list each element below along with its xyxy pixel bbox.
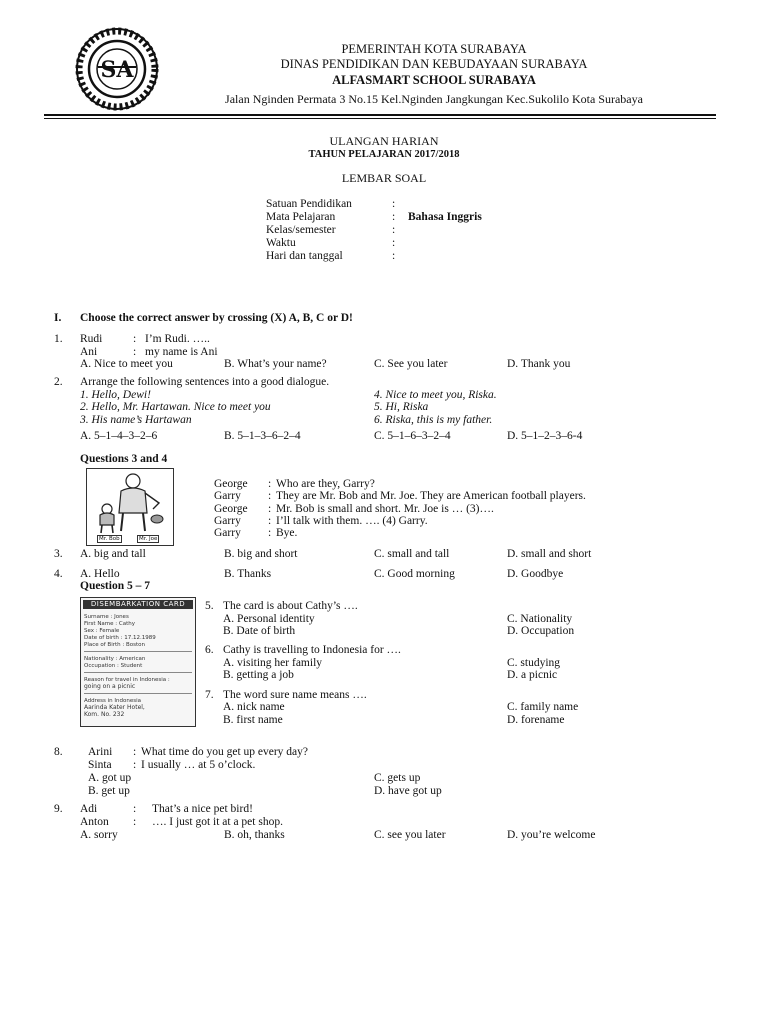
speaker-colon: : <box>133 746 137 758</box>
sentence: 4. Nice to meet you, Riska. <box>374 389 497 401</box>
option-c[interactable]: C. family name <box>507 701 579 713</box>
option-c[interactable]: C. 5–1–6–3–2–4 <box>374 430 451 442</box>
option-a[interactable]: A. Hello <box>80 568 120 580</box>
speaker: George <box>214 478 248 490</box>
option-d[interactable]: D. forename <box>507 714 565 726</box>
section-instruction: Choose the correct answer by crossing (X) A, B, C or D! <box>80 312 353 324</box>
speaker: Anton <box>80 816 109 828</box>
exam-title: ULANGAN HARIAN <box>329 134 439 148</box>
info-colon: : <box>392 250 396 262</box>
speaker: Garry <box>214 515 241 527</box>
option-d[interactable]: D. small and short <box>507 548 592 560</box>
info-label: Kelas/semester <box>266 224 336 236</box>
question-number: 9. <box>54 803 63 815</box>
question-number: 5. <box>205 600 214 612</box>
card-row: Place of Birth : Boston <box>84 642 145 648</box>
section-number: I. <box>54 312 62 324</box>
question-number: 7. <box>205 689 214 701</box>
card-row: First Name : Cathy <box>84 621 136 627</box>
question-stem: The word sure name means …. <box>223 689 367 701</box>
header-address: Jalan Nginden Permata 3 No.15 Kel.Nginden Jangkungan Kec.Sukolilo Kota Surabaya <box>225 92 643 106</box>
card-divider <box>84 693 192 694</box>
speaker-colon: : <box>133 816 137 828</box>
option-b[interactable]: B. What’s your name? <box>224 358 327 370</box>
option-c[interactable]: C. gets up <box>374 772 421 784</box>
info-value-subject: Bahasa Inggris <box>408 211 482 223</box>
question-number: 2. <box>54 376 63 388</box>
option-b[interactable]: B. get up <box>88 785 130 797</box>
speaker-colon: : <box>133 759 137 771</box>
questions-5-7-heading: Question 5 – 7 <box>80 580 150 592</box>
option-a[interactable]: A. Nice to meet you <box>80 358 173 370</box>
option-b[interactable]: B. Date of birth <box>223 625 296 637</box>
header-line1: PEMERINTAH KOTA SURABAYA <box>341 42 527 56</box>
card-divider <box>84 651 192 652</box>
dialogue-text: I’ll talk with them. …. (4) Garry. <box>276 515 428 527</box>
speaker: Sinta <box>88 759 112 771</box>
option-c[interactable]: C. see you later <box>374 829 446 841</box>
dialogue-text: Bye. <box>276 527 298 539</box>
speaker: Rudi <box>80 333 103 345</box>
option-c[interactable]: C. studying <box>507 657 561 669</box>
question-number: 1. <box>54 333 63 345</box>
option-d[interactable]: D. you’re welcome <box>507 829 596 841</box>
speaker-colon: : <box>133 333 137 345</box>
speaker-colon: : <box>268 478 272 490</box>
dialogue-text: I usually … at 5 o’clock. <box>141 759 256 771</box>
dialogue-text: What time do you get up every day? <box>141 746 309 758</box>
card-row: Date of birth : 17.12.1989 <box>84 635 156 641</box>
question-number: 3. <box>54 548 63 560</box>
option-c[interactable]: C. Nationality <box>507 613 573 625</box>
speaker-colon: : <box>133 346 137 358</box>
header-divider-thin <box>44 118 716 119</box>
info-label: Waktu <box>266 237 296 249</box>
sentence: 1. Hello, Dewi! <box>80 389 151 401</box>
option-a[interactable]: A. sorry <box>80 829 118 841</box>
info-colon: : <box>392 211 396 223</box>
football-players-picture <box>86 468 174 546</box>
question-number: 8. <box>54 746 63 758</box>
disembarkation-card <box>80 597 196 727</box>
dialogue-text: Mr. Bob is small and short. Mr. Joe is … (3)…. <box>276 503 494 515</box>
card-row: Reason for travel in Indonesia : <box>84 677 170 683</box>
option-c[interactable]: C. See you later <box>374 358 448 370</box>
option-b[interactable]: B. 5–1–3–6–2–4 <box>224 430 301 442</box>
option-a[interactable]: A. visiting her family <box>223 657 323 669</box>
sentence: 5. Hi, Riska <box>374 401 429 413</box>
option-b[interactable]: B. big and short <box>224 548 298 560</box>
sentence: 2. Hello, Mr. Hartawan. Nice to meet you <box>80 401 271 413</box>
info-label: Mata Pelajaran <box>266 211 336 223</box>
speaker: Garry <box>214 490 241 502</box>
option-a[interactable]: A. Personal identity <box>223 613 315 625</box>
card-row: Sex : Female <box>84 628 120 634</box>
sentence: 3. His name’s Hartawan <box>80 414 192 426</box>
option-a[interactable]: A. nick name <box>223 701 285 713</box>
option-b[interactable]: B. first name <box>223 714 283 726</box>
speaker: George <box>214 503 248 515</box>
exam-year: TAHUN PELAJARAN 2017/2018 <box>308 149 460 160</box>
dialogue-text: …. I just got it at a pet shop. <box>152 816 283 828</box>
card-row: Kom. No. 232 <box>84 711 125 718</box>
question-number: 4. <box>54 568 63 580</box>
option-d[interactable]: D. 5–1–2–3–6-4 <box>507 430 583 442</box>
football-players-icon <box>87 469 173 545</box>
info-label: Hari dan tanggal <box>266 250 343 262</box>
school-logo <box>64 27 170 111</box>
speaker-colon: : <box>268 490 272 502</box>
logo-monogram: SA <box>100 57 134 83</box>
option-a[interactable]: A. got up <box>88 772 132 784</box>
option-b[interactable]: B. oh, thanks <box>224 829 285 841</box>
option-c[interactable]: C. small and tall <box>374 548 450 560</box>
picture-label: Mr. Bob <box>99 536 120 542</box>
option-b[interactable]: B. Thanks <box>224 568 272 580</box>
question-stem: Arrange the following sentences into a good dialogue. <box>80 376 330 388</box>
info-colon: : <box>392 224 396 236</box>
option-d[interactable]: D. Goodbye <box>507 568 564 580</box>
header-line2: DINAS PENDIDIKAN DAN KEBUDAYAAN SURABAYA <box>280 57 588 71</box>
card-divider <box>84 672 192 673</box>
sheet-title: LEMBAR SOAL <box>341 171 427 185</box>
option-d[interactable]: D. Thank you <box>507 358 571 370</box>
card-row: Surname : Jones <box>84 614 129 620</box>
card-row: Occupation : Student <box>84 663 143 669</box>
question-number: 6. <box>205 644 214 656</box>
dialogue-text: I’m Rudi. ….. <box>145 333 210 345</box>
dialogue-text: That’s a nice pet bird! <box>152 803 253 815</box>
logo-emblem-icon <box>64 27 170 111</box>
option-d[interactable]: D. Occupation <box>507 625 575 637</box>
option-d[interactable]: D. a picnic <box>507 669 558 681</box>
card-row: going on a picnic <box>84 683 136 690</box>
option-c[interactable]: C. Good morning <box>374 568 455 580</box>
option-a[interactable]: A. big and tall <box>80 548 146 560</box>
speaker-colon: : <box>133 803 137 815</box>
option-d[interactable]: D. have got up <box>374 785 442 797</box>
info-label: Satuan Pendidikan <box>266 198 352 210</box>
card-row: Aarinda Kater Hotel, <box>84 704 145 711</box>
speaker-colon: : <box>268 515 272 527</box>
speaker: Ani <box>80 346 98 358</box>
dialogue-text: They are Mr. Bob and Mr. Joe. They are American football players. <box>276 490 586 502</box>
speaker: Garry <box>214 527 241 539</box>
dialogue-text: my name is Ani <box>145 346 218 358</box>
card-row: Address in Indonesia <box>84 698 142 704</box>
speaker: Arini <box>88 746 113 758</box>
info-colon: : <box>392 237 396 249</box>
speaker: Adi <box>80 803 98 815</box>
question-stem: The card is about Cathy’s …. <box>223 600 358 612</box>
card-title: DISEMBARKATION CARD <box>83 600 193 609</box>
sentence: 6. Riska, this is my father. <box>374 414 493 426</box>
header-school: ALFASMART SCHOOL SURABAYA <box>332 73 536 87</box>
header-divider <box>44 114 716 116</box>
questions-3-4-heading: Questions 3 and 4 <box>80 453 168 465</box>
speaker-colon: : <box>268 527 272 539</box>
option-a[interactable]: A. 5–1–4–3–2–6 <box>80 430 158 442</box>
question-stem: Cathy is travelling to Indonesia for …. <box>223 644 401 656</box>
card-row: Nationality : American <box>84 656 146 662</box>
speaker-colon: : <box>268 503 272 515</box>
option-b[interactable]: B. getting a job <box>223 669 294 681</box>
dialogue-text: Who are they, Garry? <box>276 478 375 490</box>
picture-label: Mr. Joe <box>139 536 158 542</box>
info-colon: : <box>392 198 396 210</box>
